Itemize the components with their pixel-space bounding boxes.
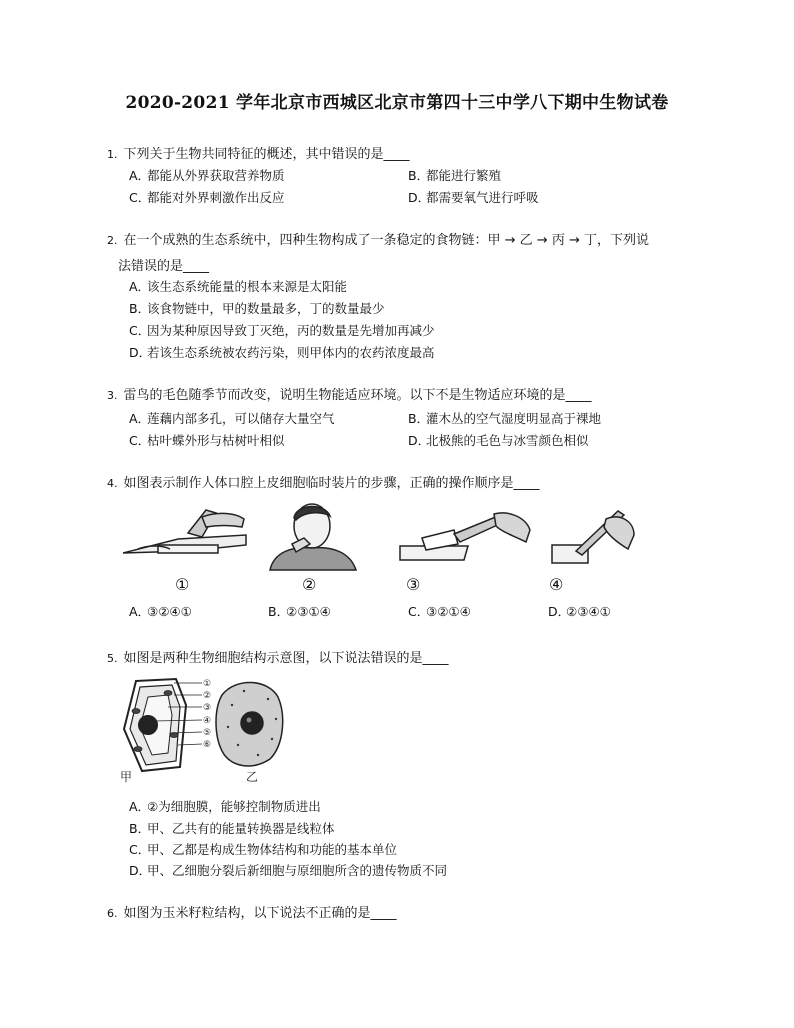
option-c (408, 602, 471, 620)
question-stem-continued: 法错误的是____ (118, 259, 210, 274)
option-text: 甲、乙都是构成生物体结构和功能的基本单位 (147, 842, 398, 857)
option-text: 都能对外界刺激作出反应 (147, 190, 285, 205)
option-label: B． (408, 411, 430, 426)
option-label: B． (129, 821, 151, 836)
option-c (129, 321, 435, 339)
cell-label: ① (203, 679, 212, 689)
option-b (129, 299, 385, 317)
option-b (268, 602, 331, 620)
option-label: D． (129, 345, 152, 360)
option-text: ③②④① (147, 604, 192, 619)
option-a (129, 277, 347, 295)
slide-prep-step2-figure (262, 500, 362, 572)
figure-caption: ④ (549, 575, 564, 594)
option-text: 灌木丛的空气湿度明显高于裸地 (426, 411, 602, 426)
option-label: D． (129, 863, 152, 878)
option-label: B． (268, 604, 290, 619)
option-a (129, 166, 285, 184)
option-d (129, 343, 435, 361)
option-text: 该食物链中，甲的数量最多，丁的数量最少 (147, 301, 385, 316)
page-title: 2020-2021 学年北京市西城区北京市第四十三中学八下期中生物试卷 (125, 93, 669, 113)
option-b (408, 409, 601, 427)
option-text: ②为细胞膜，能够控制物质进出 (147, 799, 321, 814)
option-d (408, 431, 589, 449)
cell-name-left: 甲 (120, 770, 133, 784)
slide-prep-step4-figure (548, 505, 638, 571)
plant-cell (124, 679, 186, 771)
option-label: A． (129, 799, 151, 814)
option-a (129, 602, 192, 620)
question-4 (107, 474, 540, 493)
option-label: C． (129, 323, 151, 338)
slide-prep-step3-figure (398, 508, 532, 570)
option-b (408, 166, 501, 184)
cell-structure-figure (118, 675, 288, 785)
option-text: 莲藕内部多孔，可以储存大量空气 (147, 411, 335, 426)
option-text: 都能从外界获取营养物质 (147, 168, 285, 183)
option-text: ③②①④ (426, 604, 471, 619)
option-text: 都能进行繁殖 (426, 168, 502, 183)
option-c (129, 840, 397, 858)
option-c (129, 431, 285, 449)
option-d (129, 861, 447, 879)
question-stem: 下列关于生物共同特征的概述，其中错误的是____ (123, 147, 410, 162)
cell-label: ③ (203, 703, 212, 713)
slide-prep-step1-figure (118, 505, 248, 570)
figure-caption: ② (302, 575, 317, 594)
option-text: 甲、乙细胞分裂后新细胞与原细胞所含的遗传物质不同 (147, 863, 448, 878)
option-c (129, 188, 285, 206)
question-stem: 如图是两种生物细胞结构示意图，以下说法错误的是____ (123, 651, 449, 666)
question-2 (107, 231, 649, 250)
option-text: 因为某种原因导致丁灭绝，丙的数量是先增加再减少 (147, 323, 435, 338)
question-stem: 雷鸟的毛色随季节而改变，说明生物能适应环境。以下不是生物适应环境的是____ (123, 388, 592, 403)
question-number: 5. (107, 652, 118, 665)
option-text: 甲、乙共有的能量转换器是线粒体 (147, 821, 335, 836)
figure-caption: ① (175, 575, 190, 594)
cell-label: ⑤ (203, 728, 212, 738)
option-text: 若该生态系统被农药污染，则甲体内的农药浓度最高 (147, 345, 435, 360)
option-label: A． (129, 168, 151, 183)
option-text: 该生态系统能量的根本来源是太阳能 (147, 279, 348, 294)
question-stem: 如图为玉米籽粒结构，以下说法不正确的是____ (123, 906, 397, 921)
option-label: A． (129, 604, 151, 619)
option-label: D． (408, 190, 431, 205)
option-text: 枯叶蝶外形与枯树叶相似 (147, 433, 285, 448)
question-1 (107, 145, 410, 164)
cell-label: ② (203, 691, 212, 701)
option-text: ②③④① (566, 604, 611, 619)
question-5 (107, 649, 449, 668)
question-number: 1. (107, 148, 118, 161)
option-label: C． (129, 433, 151, 448)
question-stem: 在一个成熟的生态系统中，四种生物构成了一条稳定的食物链：甲 → 乙 → 丙 → 丁，下列说 (123, 233, 649, 248)
option-label: C． (129, 842, 151, 857)
cell-label: ⑥ (203, 740, 212, 750)
animal-cell (216, 682, 283, 766)
option-label: B． (129, 301, 151, 316)
question-stem: 如图表示制作人体口腔上皮细胞临时装片的步骤，正确的操作顺序是____ (123, 476, 540, 491)
cell-label: ④ (203, 716, 212, 726)
cell-name-right: 乙 (246, 770, 259, 784)
option-d (408, 188, 539, 206)
option-text: ②③①④ (286, 604, 331, 619)
question-number: 4. (107, 477, 118, 490)
question-number: 2. (107, 234, 118, 247)
question-number: 6. (107, 907, 118, 920)
question-6 (107, 904, 397, 923)
option-label: D． (548, 604, 571, 619)
question-3 (107, 386, 592, 405)
figure-caption: ③ (406, 575, 421, 594)
option-d (548, 602, 611, 620)
question-number: 3. (107, 389, 118, 402)
option-label: A． (129, 279, 151, 294)
option-a (129, 409, 335, 427)
option-text: 北极熊的毛色与冰雪颜色相似 (426, 433, 589, 448)
option-label: C． (129, 190, 151, 205)
option-a (129, 797, 321, 815)
option-text: 都需要氧气进行呼吸 (426, 190, 539, 205)
option-label: A． (129, 411, 151, 426)
option-label: C． (408, 604, 430, 619)
option-b (129, 819, 335, 837)
option-label: B． (408, 168, 430, 183)
option-label: D． (408, 433, 431, 448)
